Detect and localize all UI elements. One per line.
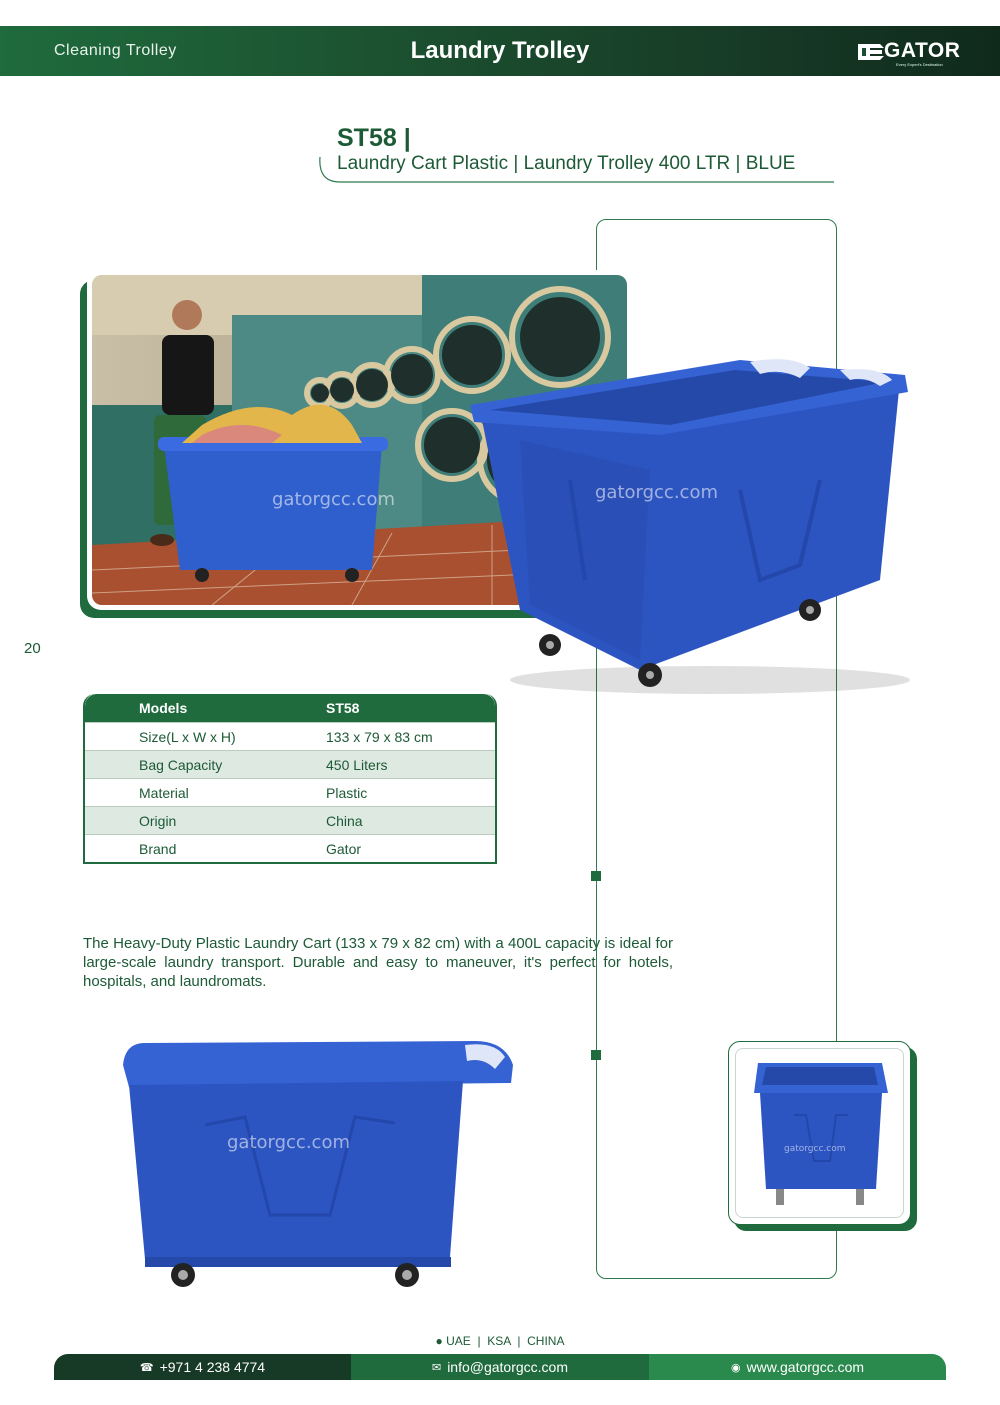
- product-code: ST58 |: [337, 124, 411, 152]
- product-name: Laundry Cart Plastic | Laundry Trolley 400 LTR | BLUE: [337, 153, 796, 174]
- table-row: [85, 722, 495, 750]
- spec-value: 450 Liters: [326, 757, 388, 773]
- table-row: [85, 806, 495, 834]
- table-row: [85, 750, 495, 778]
- website-url: www.gatorgcc.com: [746, 1359, 865, 1375]
- cart-thumbnail: [728, 1041, 911, 1225]
- logo-text: GATOR: [884, 39, 961, 62]
- location-ksa: KSA: [487, 1334, 511, 1348]
- email-address: info@gatorgcc.com: [447, 1359, 569, 1375]
- location-separator: |: [517, 1334, 521, 1348]
- phone-number: +971 4 238 4774: [159, 1359, 266, 1375]
- spec-label: Brand: [139, 841, 177, 857]
- table-row: [85, 778, 495, 806]
- thumb-watermark: gatorgcc.com: [784, 1144, 846, 1154]
- header-bar: [0, 26, 1000, 76]
- category-label: Cleaning Trolley: [54, 42, 177, 59]
- locations-line: [0, 1334, 1000, 1348]
- spec-table: [83, 694, 497, 864]
- footer-phone[interactable]: [54, 1354, 351, 1380]
- page-number: 20: [24, 640, 41, 657]
- location-uae: UAE: [446, 1334, 471, 1348]
- side-cart-watermark: gatorgcc.com: [227, 1132, 350, 1153]
- spec-label: Size(L x W x H): [139, 729, 236, 745]
- photo-watermark: gatorgcc.com: [272, 489, 395, 510]
- spec-label: Origin: [139, 813, 177, 829]
- cart-front-view: [736, 1049, 905, 1219]
- logo-tagline: Every Expert's Destination: [896, 62, 943, 67]
- spec-label: Material: [139, 785, 189, 801]
- gator-logo-icon: [856, 40, 886, 64]
- table-row: [85, 834, 495, 862]
- contact-footer: [54, 1354, 946, 1380]
- gator-logo: [856, 38, 961, 67]
- location-separator: |: [477, 1334, 481, 1348]
- cart-product-image-side: [115, 1035, 515, 1295]
- globe-icon: ◉: [730, 1361, 741, 1374]
- spec-value: China: [326, 813, 363, 829]
- footer-website[interactable]: [649, 1354, 946, 1380]
- spec-label: Bag Capacity: [139, 757, 223, 773]
- phone-icon: ☎: [139, 1361, 154, 1374]
- spec-header-model-code: ST58: [326, 700, 360, 716]
- frame-marker-top: [591, 871, 601, 881]
- spec-table-header: [85, 694, 495, 722]
- spec-value: Gator: [326, 841, 362, 857]
- spec-value: Plastic: [326, 785, 368, 801]
- location-china: CHINA: [527, 1334, 565, 1348]
- location-pin-icon: ●: [435, 1334, 443, 1348]
- footer-email[interactable]: [351, 1354, 649, 1380]
- spec-header-models: Models: [139, 700, 188, 716]
- product-description: The Heavy-Duty Plastic Laundry Cart (133 x 79 x 82 cm) with a 400L capacity is ideal for large-scale laundry transport. Durable and easy to maneuver, it's perfect for hotels, hospitals, and laundromats.: [83, 935, 673, 990]
- frame-marker-bottom: [591, 1050, 601, 1060]
- main-cart-watermark: gatorgcc.com: [595, 482, 718, 503]
- cart-product-image-main: [460, 340, 920, 700]
- page-title: Laundry Trolley: [410, 37, 590, 64]
- spec-value: 133 x 79 x 83 cm: [326, 729, 433, 745]
- mail-icon: ✉: [431, 1361, 442, 1374]
